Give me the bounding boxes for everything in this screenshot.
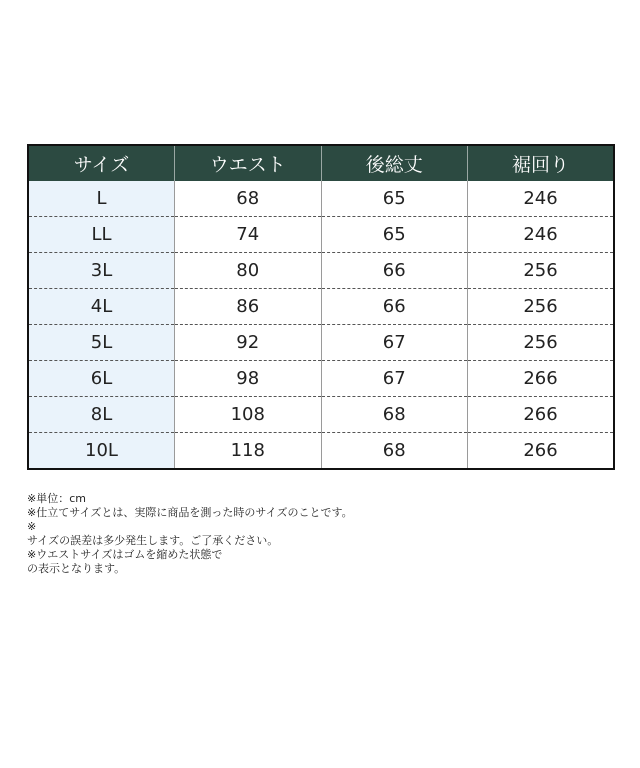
size-chart-table [27,144,615,470]
waist-cell: 86 [175,289,322,325]
hem-cell: 256 [468,289,615,325]
size-cell: L [28,181,175,217]
hem-cell: 246 [468,181,615,217]
note-unit: ※単位：cm [27,492,86,505]
note-waist: ※ウエストサイズはゴムを縮めた状態で [27,548,223,561]
hem-cell: 256 [468,253,615,289]
size-cell: 6L [28,361,175,397]
note-error: サイズの誤差は多少発生します。ご了承ください。 [27,534,279,547]
back-length-cell: 68 [321,397,468,433]
hem-cell: 256 [468,325,615,361]
size-cell: 4L [28,289,175,325]
waist-cell: 92 [175,325,322,361]
table-row [28,397,614,433]
header-size: サイズ [28,145,175,181]
size-cell: 8L [28,397,175,433]
note-mark: ※ [27,520,37,533]
back-length-cell: 66 [321,289,468,325]
hem-cell: 266 [468,433,615,470]
hem-cell: 266 [468,361,615,397]
table-row [28,181,614,217]
waist-cell: 68 [175,181,322,217]
size-cell: 10L [28,433,175,470]
back-length-cell: 65 [321,217,468,253]
table-row [28,433,614,470]
back-length-cell: 65 [321,181,468,217]
waist-cell: 80 [175,253,322,289]
hem-cell: 246 [468,217,615,253]
table-row [28,361,614,397]
table-row [28,253,614,289]
table-row [28,217,614,253]
table-header-row [28,145,614,181]
size-cell: 5L [28,325,175,361]
hem-cell: 266 [468,397,615,433]
note-waist-cont: の表示となります。 [27,562,126,575]
size-cell: 3L [28,253,175,289]
table-row [28,289,614,325]
size-notes [27,492,353,576]
note-measurement: ※仕立てサイズとは、実際に商品を測った時のサイズのことです。 [27,506,353,519]
waist-cell: 98 [175,361,322,397]
header-waist: ウエスト [175,145,322,181]
waist-cell: 108 [175,397,322,433]
table-row [28,325,614,361]
waist-cell: 118 [175,433,322,470]
header-back-length: 後総丈 [321,145,468,181]
back-length-cell: 66 [321,253,468,289]
waist-cell: 74 [175,217,322,253]
back-length-cell: 67 [321,325,468,361]
size-cell: LL [28,217,175,253]
back-length-cell: 67 [321,361,468,397]
header-hem-circumference: 裾回り [468,145,615,181]
back-length-cell: 68 [321,433,468,470]
